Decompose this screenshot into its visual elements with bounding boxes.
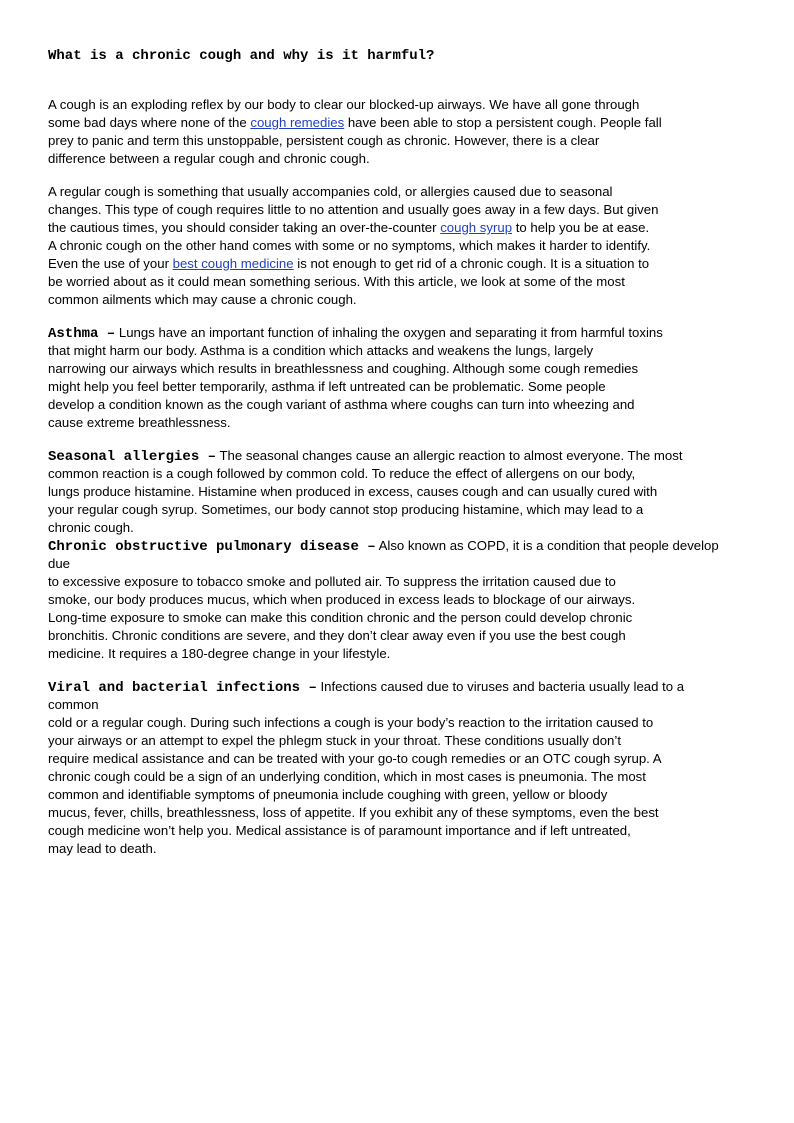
- text-line: cold or a regular cough. During such infections a cough is your body’s reaction to the irritation caused to: [48, 715, 654, 730]
- infections-heading: Viral and bacterial infections –: [48, 680, 317, 696]
- text-line: changes. This type of cough requires little to no attention and usually goes away in a few days. But given: [48, 202, 659, 217]
- text-line: Seasonal allergies – The seasonal changes cause an allergic reaction to almost everyone. The most: [48, 448, 683, 465]
- text-line: your regular cough syrup. Sometimes, our body cannot stop producing histamine, which may lead to a: [48, 502, 644, 517]
- text-line: your airways or an attempt to expel the phlegm stuck in your throat. These conditions usually don’t: [48, 733, 621, 748]
- text-line: mucus, fever, chills, breathlessness, loss of appetite. If you exhibit any of these symptoms, even the best: [48, 805, 659, 820]
- seasonal-allergies-section: [48, 447, 768, 537]
- text-line: Long-time exposure to smoke can make this condition chronic and the person could develop chronic: [48, 610, 633, 625]
- text-line: require medical assistance and can be treated with your go-to cough remedies or an OTC cough syrup. A: [48, 751, 662, 766]
- text-line: Even the use of your best cough medicine is not enough to get rid of a chronic cough. It is a situation to: [48, 256, 650, 271]
- text-line: due: [48, 556, 71, 571]
- text-line: common and identifiable symptoms of pneumonia include coughing with green, yellow or bloody: [48, 787, 608, 802]
- text-line: bronchitis. Chronic conditions are severe, and they don’t clear away even if you use the best cough: [48, 628, 626, 643]
- text-line: cause extreme breathlessness.: [48, 415, 231, 430]
- best-cough-medicine-link[interactable]: best cough medicine: [172, 256, 294, 271]
- text-line: chronic cough.: [48, 520, 134, 535]
- text-line: smoke, our body produces mucus, which when produced in excess leads to blockage of our airways.: [48, 592, 636, 607]
- text-line: common reaction is a cough followed by common cold. To reduce the effect of allergens on our body,: [48, 466, 636, 481]
- text-line: medicine. It requires a 180-degree change in your lifestyle.: [48, 646, 391, 661]
- text-line: that might harm our body. Asthma is a condition which attacks and weakens the lungs, largely: [48, 343, 594, 358]
- text-line: develop a condition known as the cough variant of asthma where coughs can turn into wheezing and: [48, 397, 635, 412]
- intro-paragraph: [48, 96, 768, 168]
- text-line: common: [48, 697, 99, 712]
- text-line: to excessive exposure to tobacco smoke and polluted air. To suppress the irritation caused due to: [48, 574, 616, 589]
- text-line: A chronic cough on the other hand comes with some or no symptoms, which makes it harder to identify.: [48, 238, 651, 253]
- seasonal-allergies-heading: Seasonal allergies –: [48, 449, 217, 465]
- text-line: common ailments which may cause a chronic cough.: [48, 292, 357, 307]
- text-line: A regular cough is something that usually accompanies cold, or allergies caused due to seasonal: [48, 184, 613, 199]
- text-line: narrowing our airways which results in breathlessness and coughing. Although some cough remedies: [48, 361, 639, 376]
- text-line: A cough is an exploding reflex by our body to clear our blocked-up airways. We have all gone through: [48, 97, 640, 112]
- text-line: prey to panic and term this unstoppable, persistent cough as chronic. However, there is a clear: [48, 133, 600, 148]
- text-line: the cautious times, you should consider taking an over-the-counter cough syrup to help you be at ease.: [48, 220, 650, 235]
- asthma-heading: Asthma –: [48, 326, 116, 342]
- text-line: lungs produce histamine. Histamine when produced in excess, causes cough and can usually cured with: [48, 484, 658, 499]
- text-line: some bad days where none of the cough remedies have been able to stop a persistent cough. People fall: [48, 115, 662, 130]
- asthma-section: [48, 324, 768, 432]
- text-line: may lead to death.: [48, 841, 157, 856]
- regular-cough-paragraph: [48, 183, 768, 309]
- page-title: What is a chronic cough and why is it harmful?: [48, 48, 435, 64]
- text-line: be worried about as it could mean something serious. With this article, we look at some of the most: [48, 274, 625, 289]
- cough-remedies-link[interactable]: cough remedies: [250, 115, 345, 130]
- text-line: Viral and bacterial infections – Infections caused due to viruses and bacteria usually lead to a: [48, 679, 685, 696]
- copd-heading: Chronic obstructive pulmonary disease –: [48, 539, 376, 555]
- cough-syrup-link[interactable]: cough syrup: [440, 220, 513, 235]
- text-line: Chronic obstructive pulmonary disease – Also known as COPD, it is a condition that people develop: [48, 538, 719, 555]
- text-line: difference between a regular cough and chronic cough.: [48, 151, 370, 166]
- text-line: might help you feel better temporarily, asthma if left untreated can be problematic. Some people: [48, 379, 606, 394]
- copd-section: [48, 537, 768, 663]
- infections-section: [48, 678, 768, 858]
- text-line: Asthma – Lungs have an important function of inhaling the oxygen and separating it from harmful toxins: [48, 325, 663, 342]
- text-line: cough medicine won’t help you. Medical assistance is of paramount importance and if left untreated,: [48, 823, 631, 838]
- text-line: chronic cough could be a sign of an underlying condition, which in most cases is pneumonia. The most: [48, 769, 646, 784]
